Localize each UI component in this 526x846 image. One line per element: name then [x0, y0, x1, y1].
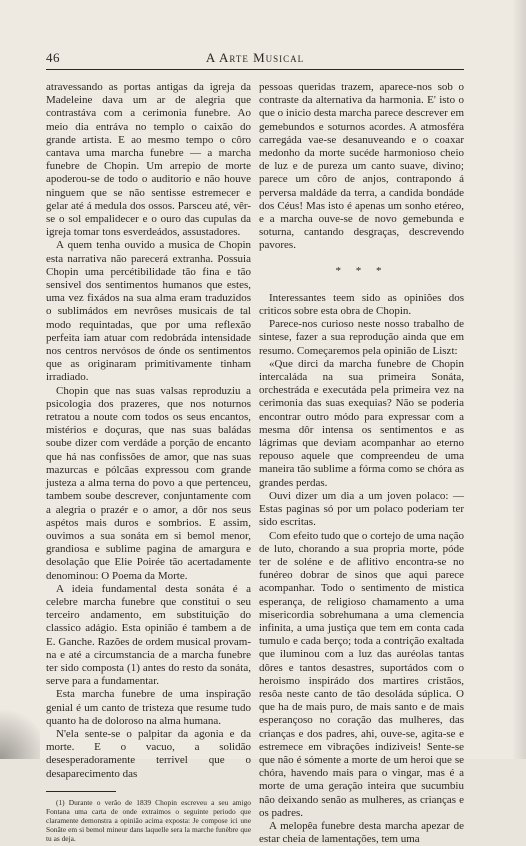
- quote-paragraph: Ouvi dizer um dia a um joven polaco: —Estas paginas só por um polaco poderiam ter sido escritas.: [259, 489, 464, 529]
- page-header: [46, 50, 464, 66]
- paragraph: A ideia fundamental desta sonáta é a celebre marcha funebre que constitui o seu terceiro andamento, em substituição do classico adágio. Esta opinião é tambem a de E. Ganche. Razões de ordem musical provam-na e até a circumstancia de a marcha funebre ter sido composta (1) antes do resto da sonáta, serve para a fundamentar.: [46, 582, 251, 688]
- paragraph: A melopêa funebre desta marcha apezar de estar cheia de lamentações, tem uma: [259, 819, 464, 846]
- paragraph: atravessando as portas antigas da igreja da Madeleine dava um ar de alegria que contrastáva com a cerimonia funebre. Ao meio dia entráva no templo o caixão do grande artista. E ao mesmo tempo o côro cantava uma marcha funebre — a marcha funebre de Chopin. Um arrepio de morte apoderou-se de todo o auditorio e não houve ninguem que se não sentisse estremecer e gelar até á medula dos ossos. Parsceu até, vêr-se o sol empalidecer e o ouro das cupulas da igreja tomar tons esverdeádos, assustadores.: [46, 81, 251, 239]
- corner-shadow: [0, 699, 40, 759]
- paragraph: Esta marcha funebre de uma inspiração genial é um canto de tristeza que resume tudo quanto ha de doloroso na alma humana.: [46, 688, 251, 727]
- quote-paragraph: «Que dirci da marcha funebre de Chopin intercaláda na sua primeira Sonáta, orchestráda e executáda pela primeira vez na cerimonia das suas exequias? Não se poderia encontrar outro módo para expressar com a mesma dôr intensa os sentimentos e as lágrimas que deviam acompanhar ao eterno repouso aquele que compreendeu de uma maneira tão sublime a fórma como se chóra as grandes perdas.: [259, 357, 464, 489]
- footnote-rule: [46, 791, 116, 792]
- paragraph: Parece-nos curioso neste nosso trabalho de sintese, fazer a sua reprodução ainda que em resumo. Começaremos pela opinião de Liszt:: [259, 318, 464, 357]
- footnote: (1) Durante o verão de 1839 Chopin escreveu a seu amigo Fontana uma carta de onde extraimos o seguinte periodo que claramente demonstra a opinião acima exposta: Je compose ici une Sonâte em si bemol mineur dans laquelle sera la marche funèbre que tu as deja.: [46, 797, 251, 843]
- binding-shadow: [512, 0, 526, 759]
- page-number: 46: [46, 50, 60, 65]
- header-rule: [46, 69, 464, 70]
- section-separator: [259, 265, 464, 278]
- quote-paragraph: Com efeito tudo que o cortejo de uma nação de luto, chorando a sua propria morte, póde ter de soléne e de aflitivo encontra-se no funéreo dobrar de sinos que aqui parece acompanhar. Todo o sentimento de mistica esperança, de religioso chamamento a uma misericordia sobrehumana a uma clemencia infinita, a uma justiça que tem em conta cada tumulo e cada berço; toda a contrição exaltada que iluminou com a luz das auréolas tantas dôres e tantos desastres, suportádos com o heroismo inspirádo dos martires cristãos, resôa neste canto de tão desoláda súplica. O que ha de mais puro, de mais santo e de mais esperançoso no coração das mulheres, das crianças e dos padres, ahi, ouve-se, agita-se e estremece em vibrações indiziveis! Sente-se que não é sómente a morte de um heroi que se chóra, havendo mais para o vingar, mas é a morte de uma geração inteira que sucumbiu não deixando senão as mulheres, as crianças e os padres.: [259, 529, 464, 819]
- separator-stars: * * *: [335, 264, 388, 277]
- running-title: A Arte Musical: [205, 50, 305, 65]
- left-column: [46, 81, 251, 843]
- paragraph: N'ela sente-se o palpitar da agonia e da morte. E o vacuo, a solidão desesperadoramente terrivel que o desaparecimento das: [46, 727, 251, 780]
- paragraph: Chopin que nas suas valsas reproduziu a psicologia dos prazeres, que nos noturnos retratou a noute com todos os seus encantos, mistérios e doçuras, que nas suas baládas soube dizer com verdáde a porção de encanto que há nas confissões de amor, que nas suas mazurcas e pólcãas expressou com grande justeza a alma terna do povo a que pertenceu, tambem soube descrever, conjuntamente com a alegria o prazér e o amor, a dôr nos seus aspétos mais duros e sombrios. E assim, ouvimos a sua sonáta em si bemol menor, grandiosa e sublime pagina de amargura e desolação que Elie Poirée tão acertadamente denominou: O Poema da Morte.: [46, 384, 251, 582]
- paragraph: Interessantes teem sido as opiniões dos criticos sobre esta obra de Chopin.: [259, 291, 464, 318]
- right-column: [259, 81, 464, 846]
- paragraph: pessoas queridas trazem, aparece-nos sob o contraste da alternativa da harmonia. E' isto o que o inicio desta marcha parece descrever em gemebundos e soturnos acordes. A atmosféra carregáda vae-se desanuveando e o coaxar medonho da morte sucéde harmonioso cheio de luz e de pureza um canto suave, divino; parece um côro de anjos, contrapondo á perversa maldáde da terra, a candida bondáde dos Céus! Mas isto é apenas um sonho etéreo, e a marcha ouve-se de novo gemebunda e soturna, cantando desgraças, descrevendo pavores.: [259, 81, 464, 252]
- paragraph: A quem tenha ouvido a musica de Chopin esta narrativa não parecerá extranha. Possuia Chopin uma percétibilidade tão fina e tão sensivel dos sentimentos humanos que estes, uma vez fixádos na sua alma eram traduzidos o sublimádos em nevrôses musicais de tal modo requintadas, que por uma reflexão perfeita iam atuar com redobráda intensidade nos centros nervósos de ónde os sentimentos que as originaram primitivamente tinham irradiado.: [46, 239, 251, 384]
